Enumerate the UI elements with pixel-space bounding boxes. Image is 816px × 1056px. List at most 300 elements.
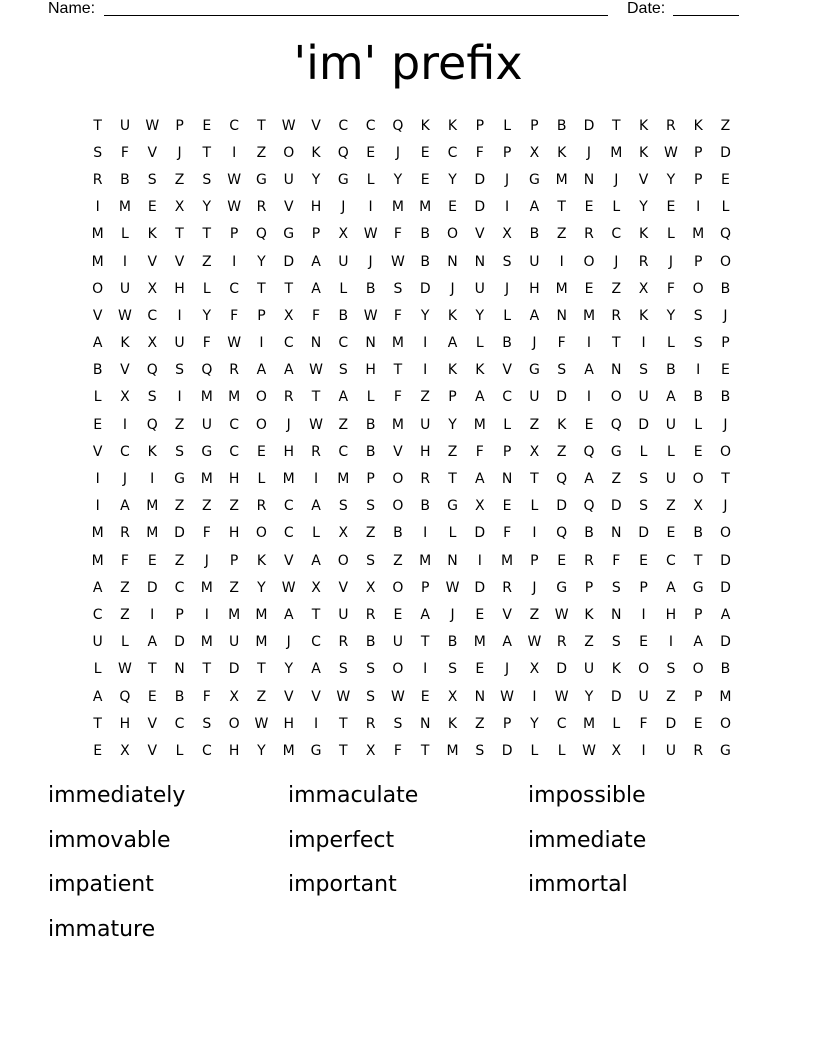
grid-cell[interactable]: F <box>475 144 484 161</box>
grid-cell[interactable]: A <box>92 579 103 596</box>
grid-cell[interactable]: D <box>228 661 240 678</box>
grid-cell[interactable]: D <box>474 579 486 596</box>
grid-cell[interactable]: U <box>92 634 103 651</box>
grid-cell[interactable]: N <box>556 307 567 324</box>
grid-cell[interactable]: V <box>92 307 103 324</box>
grid-cell[interactable]: A <box>666 579 676 596</box>
grid-cell[interactable]: N <box>611 606 622 623</box>
grid-cell[interactable]: G <box>692 579 704 596</box>
grid-cell[interactable]: R <box>256 498 267 515</box>
grid-cell[interactable]: I <box>586 389 592 406</box>
grid-cell[interactable]: A <box>666 389 676 406</box>
grid-cell[interactable]: N <box>447 552 458 569</box>
grid-cell[interactable]: J <box>177 144 182 161</box>
grid-cell[interactable]: S <box>147 389 157 406</box>
grid-cell[interactable]: R <box>584 552 594 569</box>
grid-cell[interactable]: P <box>530 117 539 134</box>
grid-cell[interactable]: W <box>309 416 323 433</box>
grid-cell[interactable]: M <box>91 226 104 243</box>
grid-cell[interactable]: A <box>420 606 430 623</box>
grid-cell[interactable]: R <box>365 715 376 732</box>
grid-cell[interactable]: J <box>532 579 537 596</box>
grid-cell[interactable]: X <box>311 579 321 596</box>
grid-cell[interactable]: O <box>255 525 267 542</box>
grid-cell[interactable]: F <box>202 525 211 542</box>
grid-cell[interactable]: T <box>721 471 730 488</box>
grid-cell[interactable]: P <box>475 117 485 134</box>
grid-cell[interactable]: J <box>368 253 373 270</box>
grid-cell[interactable]: S <box>393 715 403 732</box>
grid-cell[interactable]: V <box>147 253 158 270</box>
grid-cell[interactable]: I <box>259 335 264 352</box>
grid-cell[interactable]: A <box>147 634 158 651</box>
grid-cell[interactable]: M <box>200 389 213 406</box>
grid-cell[interactable]: X <box>338 525 349 542</box>
grid-cell[interactable]: P <box>257 307 266 324</box>
grid-cell[interactable]: J <box>614 253 619 270</box>
grid-cell[interactable]: L <box>503 416 511 433</box>
grid-cell[interactable]: O <box>610 389 622 406</box>
grid-cell[interactable]: B <box>420 226 431 243</box>
grid-cell[interactable]: W <box>145 117 160 134</box>
grid-cell[interactable]: A <box>92 335 103 352</box>
grid-cell[interactable]: L <box>639 443 648 460</box>
grid-cell[interactable]: P <box>693 606 703 623</box>
grid-cell[interactable]: N <box>474 688 486 705</box>
grid-cell[interactable]: M <box>610 144 623 161</box>
grid-cell[interactable]: R <box>611 307 622 324</box>
grid-cell[interactable]: E <box>93 416 103 433</box>
grid-cell[interactable]: B <box>693 389 703 406</box>
grid-cell[interactable]: O <box>283 144 295 161</box>
grid-cell[interactable]: M <box>255 606 268 623</box>
grid-cell[interactable]: M <box>228 606 241 623</box>
grid-cell[interactable]: R <box>502 579 512 596</box>
grid-cell[interactable]: J <box>668 253 673 270</box>
grid-cell[interactable]: I <box>232 253 237 270</box>
grid-cell[interactable]: K <box>611 661 621 678</box>
grid-cell[interactable]: W <box>390 688 405 705</box>
grid-cell[interactable]: M <box>419 552 432 569</box>
grid-cell[interactable]: F <box>202 335 211 352</box>
grid-cell[interactable]: C <box>229 443 240 460</box>
grid-cell[interactable]: B <box>529 226 540 243</box>
grid-cell[interactable]: Z <box>447 443 458 460</box>
grid-cell[interactable]: W <box>582 742 596 759</box>
grid-cell[interactable]: U <box>638 688 649 705</box>
grid-cell[interactable]: P <box>175 606 184 623</box>
grid-cell[interactable]: R <box>638 253 649 270</box>
grid-cell[interactable]: X <box>147 280 158 297</box>
grid-cell[interactable]: M <box>692 226 705 243</box>
grid-cell[interactable]: O <box>692 280 704 297</box>
grid-cell[interactable]: M <box>282 742 295 759</box>
grid-cell[interactable]: U <box>119 117 131 134</box>
grid-cell[interactable]: S <box>366 552 376 569</box>
grid-cell[interactable]: U <box>201 416 212 433</box>
grid-cell[interactable]: O <box>692 661 704 678</box>
grid-cell[interactable]: Y <box>284 661 293 678</box>
grid-cell[interactable]: Z <box>174 416 185 433</box>
grid-cell[interactable]: A <box>311 280 321 297</box>
grid-cell[interactable]: Q <box>583 498 595 515</box>
grid-cell[interactable]: B <box>447 634 458 651</box>
grid-cell[interactable]: T <box>420 742 430 759</box>
grid-cell[interactable]: U <box>174 335 185 352</box>
grid-cell[interactable]: S <box>147 171 157 188</box>
grid-cell[interactable]: T <box>612 117 621 134</box>
grid-cell[interactable]: C <box>283 498 294 515</box>
grid-cell[interactable]: R <box>338 634 349 651</box>
grid-cell[interactable]: B <box>365 443 376 460</box>
grid-cell[interactable]: B <box>365 280 376 297</box>
grid-cell[interactable]: F <box>503 525 512 542</box>
grid-cell[interactable]: B <box>92 362 103 379</box>
grid-cell[interactable]: I <box>177 389 182 406</box>
grid-cell[interactable]: O <box>255 416 267 433</box>
grid-cell[interactable]: D <box>638 525 649 542</box>
grid-cell[interactable]: M <box>255 634 268 651</box>
grid-cell[interactable]: J <box>450 280 455 297</box>
grid-cell[interactable]: Y <box>666 171 676 188</box>
grid-cell[interactable]: M <box>391 335 404 352</box>
grid-cell[interactable]: T <box>311 606 321 623</box>
grid-cell[interactable]: J <box>286 416 291 433</box>
grid-cell[interactable]: F <box>311 307 321 324</box>
grid-cell[interactable]: B <box>693 525 703 542</box>
grid-cell[interactable]: X <box>447 688 458 705</box>
grid-cell[interactable]: P <box>693 171 703 188</box>
grid-cell[interactable]: V <box>92 443 103 460</box>
grid-cell[interactable]: J <box>505 661 510 678</box>
grid-cell[interactable]: E <box>257 443 266 460</box>
grid-cell[interactable]: G <box>174 471 185 488</box>
grid-cell[interactable]: Z <box>666 688 676 705</box>
grid-cell[interactable]: M <box>419 199 432 216</box>
grid-cell[interactable]: X <box>529 144 540 161</box>
grid-cell[interactable]: G <box>610 443 622 460</box>
grid-cell[interactable]: W <box>363 307 378 324</box>
grid-cell[interactable]: X <box>611 742 622 759</box>
grid-cell[interactable]: C <box>174 715 185 732</box>
grid-cell[interactable]: T <box>202 661 212 678</box>
grid-cell[interactable]: W <box>281 117 296 134</box>
grid-cell[interactable]: H <box>228 471 240 488</box>
grid-cell[interactable]: X <box>147 335 158 352</box>
grid-cell[interactable]: E <box>420 688 430 705</box>
grid-cell[interactable]: Q <box>255 226 267 243</box>
grid-cell[interactable]: P <box>229 552 239 569</box>
grid-cell[interactable]: U <box>338 253 349 270</box>
grid-cell[interactable]: G <box>528 171 540 188</box>
grid-cell[interactable]: K <box>147 226 157 243</box>
grid-cell[interactable]: M <box>200 471 213 488</box>
grid-cell[interactable]: S <box>502 253 512 270</box>
grid-cell[interactable]: U <box>229 634 240 651</box>
grid-cell[interactable]: D <box>638 416 649 433</box>
grid-cell[interactable]: Z <box>202 498 212 515</box>
grid-cell[interactable]: I <box>532 688 537 705</box>
grid-cell[interactable]: Z <box>120 579 130 596</box>
grid-cell[interactable]: U <box>665 742 676 759</box>
grid-cell[interactable]: Y <box>448 171 457 188</box>
grid-cell[interactable]: M <box>91 525 104 542</box>
grid-cell[interactable]: W <box>281 579 296 596</box>
grid-cell[interactable]: W <box>390 253 405 270</box>
grid-cell[interactable]: I <box>232 144 237 161</box>
grid-cell[interactable]: D <box>556 389 568 406</box>
grid-cell[interactable]: X <box>283 307 294 324</box>
grid-cell[interactable]: X <box>120 742 130 759</box>
grid-cell[interactable]: U <box>665 416 676 433</box>
grid-cell[interactable]: Q <box>201 362 213 379</box>
grid-cell[interactable]: K <box>447 307 458 324</box>
grid-cell[interactable]: K <box>584 606 594 623</box>
grid-cell[interactable]: E <box>584 199 594 216</box>
grid-cell[interactable]: O <box>228 715 240 732</box>
grid-cell[interactable]: Y <box>257 253 266 270</box>
grid-cell[interactable]: N <box>501 471 513 488</box>
grid-cell[interactable]: C <box>120 443 130 460</box>
grid-cell[interactable]: R <box>365 606 376 623</box>
grid-cell[interactable]: Y <box>666 307 676 324</box>
grid-cell[interactable]: K <box>147 443 157 460</box>
grid-cell[interactable]: H <box>665 606 677 623</box>
grid-cell[interactable]: A <box>283 362 294 379</box>
grid-cell[interactable]: G <box>528 362 540 379</box>
grid-cell[interactable]: O <box>583 253 595 270</box>
grid-cell[interactable]: N <box>611 525 622 542</box>
grid-cell[interactable]: J <box>532 335 537 352</box>
grid-cell[interactable]: X <box>229 688 239 705</box>
grid-cell[interactable]: Z <box>174 498 185 515</box>
grid-cell[interactable]: E <box>93 742 103 759</box>
grid-cell[interactable]: W <box>445 579 460 596</box>
grid-cell[interactable]: U <box>119 280 131 297</box>
grid-cell[interactable]: A <box>311 552 321 569</box>
grid-cell[interactable]: P <box>311 226 321 243</box>
grid-cell[interactable]: A <box>447 335 458 352</box>
grid-cell[interactable]: B <box>420 253 431 270</box>
grid-cell[interactable]: O <box>719 715 731 732</box>
grid-cell[interactable]: J <box>204 552 209 569</box>
grid-cell[interactable]: H <box>283 715 294 732</box>
grid-cell[interactable]: I <box>150 606 155 623</box>
grid-cell[interactable]: M <box>200 579 213 596</box>
grid-cell[interactable]: T <box>257 661 266 678</box>
grid-cell[interactable]: G <box>283 226 295 243</box>
grid-cell[interactable]: I <box>505 199 510 216</box>
grid-cell[interactable]: R <box>420 471 431 488</box>
grid-cell[interactable]: M <box>91 552 104 569</box>
grid-cell[interactable]: B <box>120 171 130 188</box>
grid-cell[interactable]: S <box>202 171 212 188</box>
grid-cell[interactable]: B <box>365 634 376 651</box>
grid-cell[interactable]: L <box>366 389 375 406</box>
grid-cell[interactable]: A <box>311 253 321 270</box>
grid-cell[interactable]: F <box>202 688 211 705</box>
grid-cell[interactable]: W <box>554 606 569 623</box>
grid-cell[interactable]: Z <box>666 498 676 515</box>
grid-cell[interactable]: C <box>447 144 458 161</box>
grid-cell[interactable]: V <box>283 199 294 216</box>
grid-cell[interactable]: L <box>557 742 566 759</box>
grid-cell[interactable]: Y <box>202 307 212 324</box>
grid-cell[interactable]: L <box>121 226 129 243</box>
grid-cell[interactable]: C <box>556 715 567 732</box>
grid-cell[interactable]: H <box>119 715 131 732</box>
grid-cell[interactable]: D <box>720 634 731 651</box>
grid-cell[interactable]: N <box>611 362 622 379</box>
grid-cell[interactable]: U <box>392 634 404 651</box>
grid-cell[interactable]: C <box>229 280 240 297</box>
grid-cell[interactable]: C <box>174 579 185 596</box>
grid-cell[interactable]: T <box>202 144 212 161</box>
grid-cell[interactable]: M <box>282 471 295 488</box>
grid-cell[interactable]: F <box>393 307 402 324</box>
grid-cell[interactable]: C <box>229 117 240 134</box>
grid-cell[interactable]: I <box>204 606 209 623</box>
grid-cell[interactable]: L <box>93 661 102 678</box>
grid-cell[interactable]: X <box>502 226 512 243</box>
grid-cell[interactable]: Z <box>611 471 622 488</box>
grid-cell[interactable]: W <box>663 144 678 161</box>
grid-cell[interactable]: S <box>338 362 348 379</box>
grid-cell[interactable]: H <box>310 199 322 216</box>
grid-cell[interactable]: D <box>583 117 595 134</box>
grid-cell[interactable]: E <box>502 498 512 515</box>
grid-cell[interactable]: X <box>365 742 376 759</box>
grid-cell[interactable]: W <box>309 362 323 379</box>
grid-cell[interactable]: U <box>583 661 595 678</box>
grid-cell[interactable]: L <box>475 335 484 352</box>
grid-cell[interactable]: X <box>365 579 376 596</box>
grid-cell[interactable]: K <box>638 144 649 161</box>
grid-cell[interactable]: D <box>556 661 568 678</box>
grid-cell[interactable]: F <box>120 552 129 569</box>
grid-cell[interactable]: V <box>120 362 130 379</box>
grid-cell[interactable]: R <box>229 362 239 379</box>
grid-cell[interactable]: K <box>638 117 649 134</box>
grid-cell[interactable]: R <box>311 443 321 460</box>
grid-cell[interactable]: I <box>423 335 428 352</box>
grid-cell[interactable]: A <box>120 498 130 515</box>
grid-cell[interactable]: L <box>93 389 102 406</box>
grid-cell[interactable]: T <box>257 280 266 297</box>
grid-cell[interactable]: Y <box>475 307 485 324</box>
grid-cell[interactable]: P <box>175 117 184 134</box>
grid-cell[interactable]: C <box>311 634 321 651</box>
grid-cell[interactable]: Z <box>202 253 212 270</box>
grid-cell[interactable]: P <box>448 389 457 406</box>
grid-cell[interactable]: N <box>447 253 458 270</box>
grid-cell[interactable]: Z <box>256 688 267 705</box>
grid-cell[interactable]: B <box>174 688 185 705</box>
grid-cell[interactable]: G <box>256 171 267 188</box>
grid-cell[interactable]: O <box>719 525 731 542</box>
grid-cell[interactable]: T <box>420 634 430 651</box>
grid-cell[interactable]: W <box>118 661 132 678</box>
grid-cell[interactable]: X <box>338 226 349 243</box>
grid-cell[interactable]: Q <box>119 688 131 705</box>
grid-cell[interactable]: P <box>502 715 512 732</box>
grid-cell[interactable]: T <box>257 117 266 134</box>
grid-cell[interactable]: I <box>423 362 428 379</box>
grid-cell[interactable]: I <box>641 606 646 623</box>
grid-cell[interactable]: F <box>666 280 675 297</box>
grid-cell[interactable]: P <box>420 579 430 596</box>
grid-cell[interactable]: Y <box>311 171 321 188</box>
grid-cell[interactable]: A <box>475 389 485 406</box>
grid-cell[interactable]: S <box>693 307 703 324</box>
grid-cell[interactable]: B <box>666 362 676 379</box>
grid-cell[interactable]: L <box>448 525 457 542</box>
grid-cell[interactable]: F <box>393 742 402 759</box>
grid-cell[interactable]: T <box>448 471 457 488</box>
grid-cell[interactable]: J <box>341 199 346 216</box>
grid-cell[interactable]: Y <box>257 742 266 759</box>
grid-cell[interactable]: Q <box>719 226 731 243</box>
grid-cell[interactable]: O <box>692 471 704 488</box>
grid-cell[interactable]: A <box>693 634 703 651</box>
grid-cell[interactable]: A <box>283 606 294 623</box>
grid-cell[interactable]: R <box>584 226 594 243</box>
grid-cell[interactable]: B <box>393 525 403 542</box>
grid-cell[interactable]: F <box>120 144 129 161</box>
grid-cell[interactable]: E <box>475 661 485 678</box>
grid-cell[interactable]: Q <box>556 471 568 488</box>
grid-cell[interactable]: M <box>473 634 486 651</box>
grid-cell[interactable]: E <box>147 688 157 705</box>
grid-cell[interactable]: C <box>201 742 212 759</box>
grid-cell[interactable]: M <box>91 253 104 270</box>
grid-cell[interactable]: T <box>530 471 539 488</box>
grid-cell[interactable]: S <box>202 715 212 732</box>
grid-cell[interactable]: M <box>391 416 404 433</box>
grid-cell[interactable]: U <box>665 471 676 488</box>
grid-cell[interactable]: U <box>529 389 540 406</box>
grid-cell[interactable]: B <box>720 661 731 678</box>
grid-cell[interactable]: B <box>556 117 567 134</box>
grid-cell[interactable]: P <box>721 335 730 352</box>
grid-cell[interactable]: J <box>614 171 619 188</box>
grid-cell[interactable]: Q <box>583 443 595 460</box>
grid-cell[interactable]: O <box>719 253 731 270</box>
grid-cell[interactable]: S <box>693 335 703 352</box>
grid-cell[interactable]: O <box>392 471 404 488</box>
grid-cell[interactable]: S <box>393 280 403 297</box>
grid-cell[interactable]: N <box>583 171 595 188</box>
grid-cell[interactable]: E <box>420 144 430 161</box>
grid-cell[interactable]: U <box>283 171 294 188</box>
grid-cell[interactable]: U <box>420 416 431 433</box>
grid-cell[interactable]: E <box>666 199 676 216</box>
grid-cell[interactable]: J <box>505 280 510 297</box>
grid-cell[interactable]: K <box>447 715 458 732</box>
grid-cell[interactable]: E <box>420 171 430 188</box>
grid-cell[interactable]: G <box>556 579 568 596</box>
grid-cell[interactable]: J <box>586 144 592 161</box>
grid-cell[interactable]: Y <box>202 199 212 216</box>
grid-cell[interactable]: E <box>584 416 594 433</box>
grid-cell[interactable]: C <box>283 525 294 542</box>
grid-cell[interactable]: H <box>228 525 240 542</box>
grid-cell[interactable]: I <box>423 661 428 678</box>
grid-cell[interactable]: B <box>420 498 431 515</box>
grid-cell[interactable]: C <box>338 117 349 134</box>
grid-cell[interactable]: I <box>122 416 128 433</box>
grid-cell[interactable]: C <box>502 389 512 406</box>
